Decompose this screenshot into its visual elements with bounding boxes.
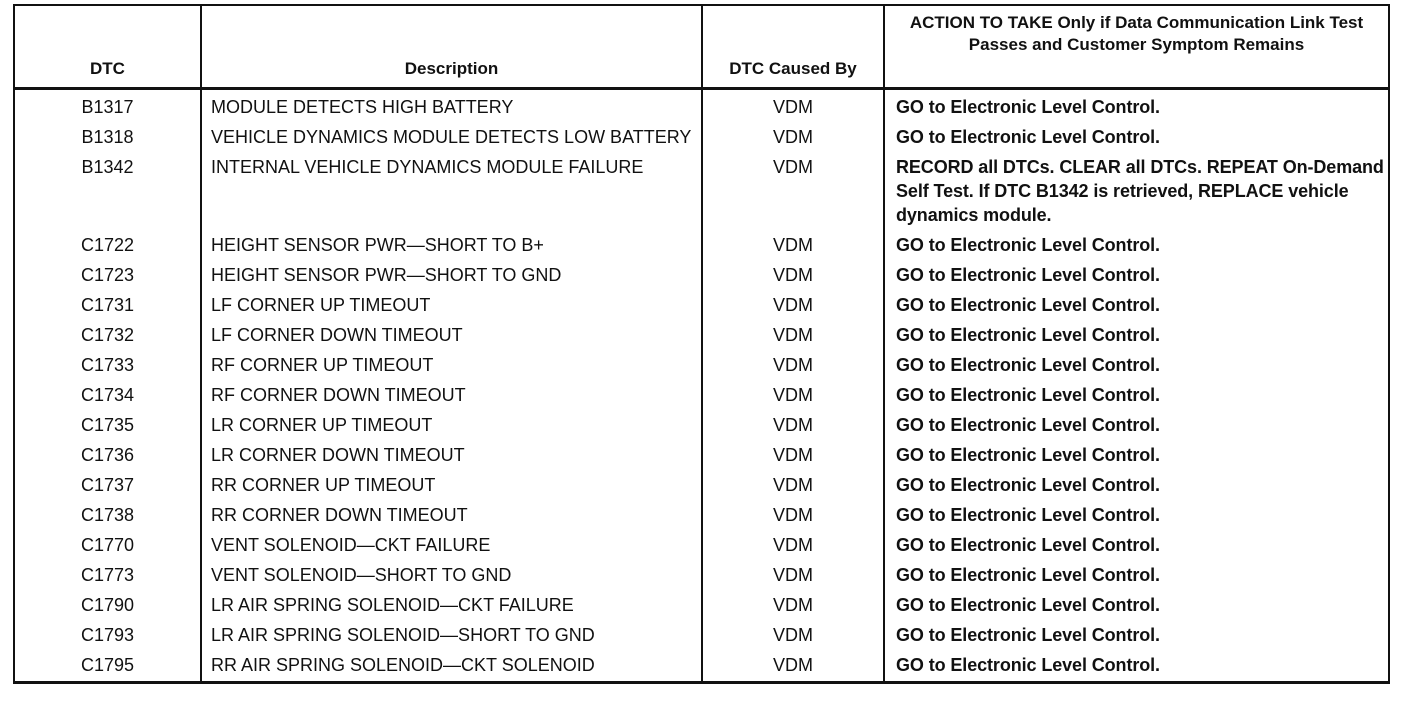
- action-cell: GO to Electronic Level Control.: [884, 381, 1389, 411]
- table-row: [14, 321, 1389, 351]
- table-row: [14, 123, 1389, 153]
- dtc-code-cell: C1734: [14, 381, 201, 411]
- action-cell: GO to Electronic Level Control.: [884, 561, 1389, 591]
- caused-by-cell: VDM: [702, 321, 884, 351]
- caused-by-cell: VDM: [702, 381, 884, 411]
- description-cell: MODULE DETECTS HIGH BATTERY: [201, 88, 702, 123]
- description-cell: RR AIR SPRING SOLENOID—CKT SOLENOID: [201, 651, 702, 683]
- table-row: [14, 561, 1389, 591]
- action-cell: GO to Electronic Level Control.: [884, 411, 1389, 441]
- action-cell: GO to Electronic Level Control.: [884, 651, 1389, 683]
- table-row: [14, 381, 1389, 411]
- caused-by-cell: VDM: [702, 153, 884, 231]
- table-row: [14, 411, 1389, 441]
- action-cell: GO to Electronic Level Control.: [884, 591, 1389, 621]
- header-caused-by: DTC Caused By: [702, 5, 884, 88]
- caused-by-cell: VDM: [702, 291, 884, 321]
- table-row: [14, 471, 1389, 501]
- description-cell: VEHICLE DYNAMICS MODULE DETECTS LOW BATTERY: [201, 123, 702, 153]
- dtc-code-cell: C1733: [14, 351, 201, 381]
- description-cell: LR CORNER UP TIMEOUT: [201, 411, 702, 441]
- table-header: [14, 5, 1389, 88]
- description-cell: LF CORNER DOWN TIMEOUT: [201, 321, 702, 351]
- table-row: [14, 88, 1389, 123]
- action-cell: GO to Electronic Level Control.: [884, 88, 1389, 123]
- caused-by-cell: VDM: [702, 621, 884, 651]
- caused-by-cell: VDM: [702, 88, 884, 123]
- dtc-code-cell: C1723: [14, 261, 201, 291]
- table-body: [14, 88, 1389, 682]
- action-cell: GO to Electronic Level Control.: [884, 231, 1389, 261]
- table-row: [14, 231, 1389, 261]
- table-row: [14, 651, 1389, 683]
- dtc-code-cell: C1795: [14, 651, 201, 683]
- caused-by-cell: VDM: [702, 471, 884, 501]
- action-cell: GO to Electronic Level Control.: [884, 351, 1389, 381]
- action-cell: GO to Electronic Level Control.: [884, 501, 1389, 531]
- header-action: ACTION TO TAKE Only if Data Communication Link Test Passes and Customer Symptom Remains: [884, 5, 1389, 88]
- table-row: [14, 261, 1389, 291]
- description-cell: VENT SOLENOID—CKT FAILURE: [201, 531, 702, 561]
- caused-by-cell: VDM: [702, 531, 884, 561]
- action-cell: GO to Electronic Level Control.: [884, 123, 1389, 153]
- table-row: [14, 351, 1389, 381]
- dtc-code-cell: C1735: [14, 411, 201, 441]
- action-cell: GO to Electronic Level Control.: [884, 321, 1389, 351]
- description-cell: RR CORNER DOWN TIMEOUT: [201, 501, 702, 531]
- table-row: [14, 291, 1389, 321]
- action-cell: GO to Electronic Level Control.: [884, 291, 1389, 321]
- caused-by-cell: VDM: [702, 123, 884, 153]
- dtc-code-cell: B1342: [14, 153, 201, 231]
- description-cell: RF CORNER DOWN TIMEOUT: [201, 381, 702, 411]
- action-cell: GO to Electronic Level Control.: [884, 441, 1389, 471]
- header-row: [14, 5, 1389, 88]
- action-cell: RECORD all DTCs. CLEAR all DTCs. REPEAT On-Demand Self Test. If DTC B1342 is retrieved, REPLACE vehicle dynamics module.: [884, 153, 1389, 231]
- dtc-code-cell: C1790: [14, 591, 201, 621]
- dtc-table: [13, 4, 1390, 684]
- table-row: [14, 531, 1389, 561]
- description-cell: INTERNAL VEHICLE DYNAMICS MODULE FAILURE: [201, 153, 702, 231]
- dtc-code-cell: C1793: [14, 621, 201, 651]
- dtc-code-cell: C1732: [14, 321, 201, 351]
- dtc-code-cell: C1722: [14, 231, 201, 261]
- description-cell: VENT SOLENOID—SHORT TO GND: [201, 561, 702, 591]
- action-cell: GO to Electronic Level Control.: [884, 621, 1389, 651]
- table-row: [14, 591, 1389, 621]
- dtc-code-cell: B1318: [14, 123, 201, 153]
- caused-by-cell: VDM: [702, 561, 884, 591]
- description-cell: LR CORNER DOWN TIMEOUT: [201, 441, 702, 471]
- description-cell: HEIGHT SENSOR PWR—SHORT TO B+: [201, 231, 702, 261]
- document-page: [13, 4, 1388, 684]
- dtc-code-cell: C1731: [14, 291, 201, 321]
- header-description: Description: [201, 5, 702, 88]
- dtc-code-cell: C1736: [14, 441, 201, 471]
- table-row: [14, 441, 1389, 471]
- table-row: [14, 621, 1389, 651]
- caused-by-cell: VDM: [702, 231, 884, 261]
- caused-by-cell: VDM: [702, 501, 884, 531]
- table-row: [14, 153, 1389, 231]
- caused-by-cell: VDM: [702, 651, 884, 683]
- caused-by-cell: VDM: [702, 351, 884, 381]
- caused-by-cell: VDM: [702, 411, 884, 441]
- action-cell: GO to Electronic Level Control.: [884, 471, 1389, 501]
- description-cell: LF CORNER UP TIMEOUT: [201, 291, 702, 321]
- dtc-code-cell: C1738: [14, 501, 201, 531]
- description-cell: RF CORNER UP TIMEOUT: [201, 351, 702, 381]
- dtc-code-cell: C1737: [14, 471, 201, 501]
- caused-by-cell: VDM: [702, 441, 884, 471]
- description-cell: LR AIR SPRING SOLENOID—CKT FAILURE: [201, 591, 702, 621]
- table-row: [14, 501, 1389, 531]
- caused-by-cell: VDM: [702, 261, 884, 291]
- dtc-code-cell: C1773: [14, 561, 201, 591]
- action-cell: GO to Electronic Level Control.: [884, 531, 1389, 561]
- dtc-code-cell: B1317: [14, 88, 201, 123]
- action-cell: GO to Electronic Level Control.: [884, 261, 1389, 291]
- dtc-code-cell: C1770: [14, 531, 201, 561]
- description-cell: RR CORNER UP TIMEOUT: [201, 471, 702, 501]
- header-dtc: DTC: [14, 5, 201, 88]
- description-cell: LR AIR SPRING SOLENOID—SHORT TO GND: [201, 621, 702, 651]
- caused-by-cell: VDM: [702, 591, 884, 621]
- description-cell: HEIGHT SENSOR PWR—SHORT TO GND: [201, 261, 702, 291]
